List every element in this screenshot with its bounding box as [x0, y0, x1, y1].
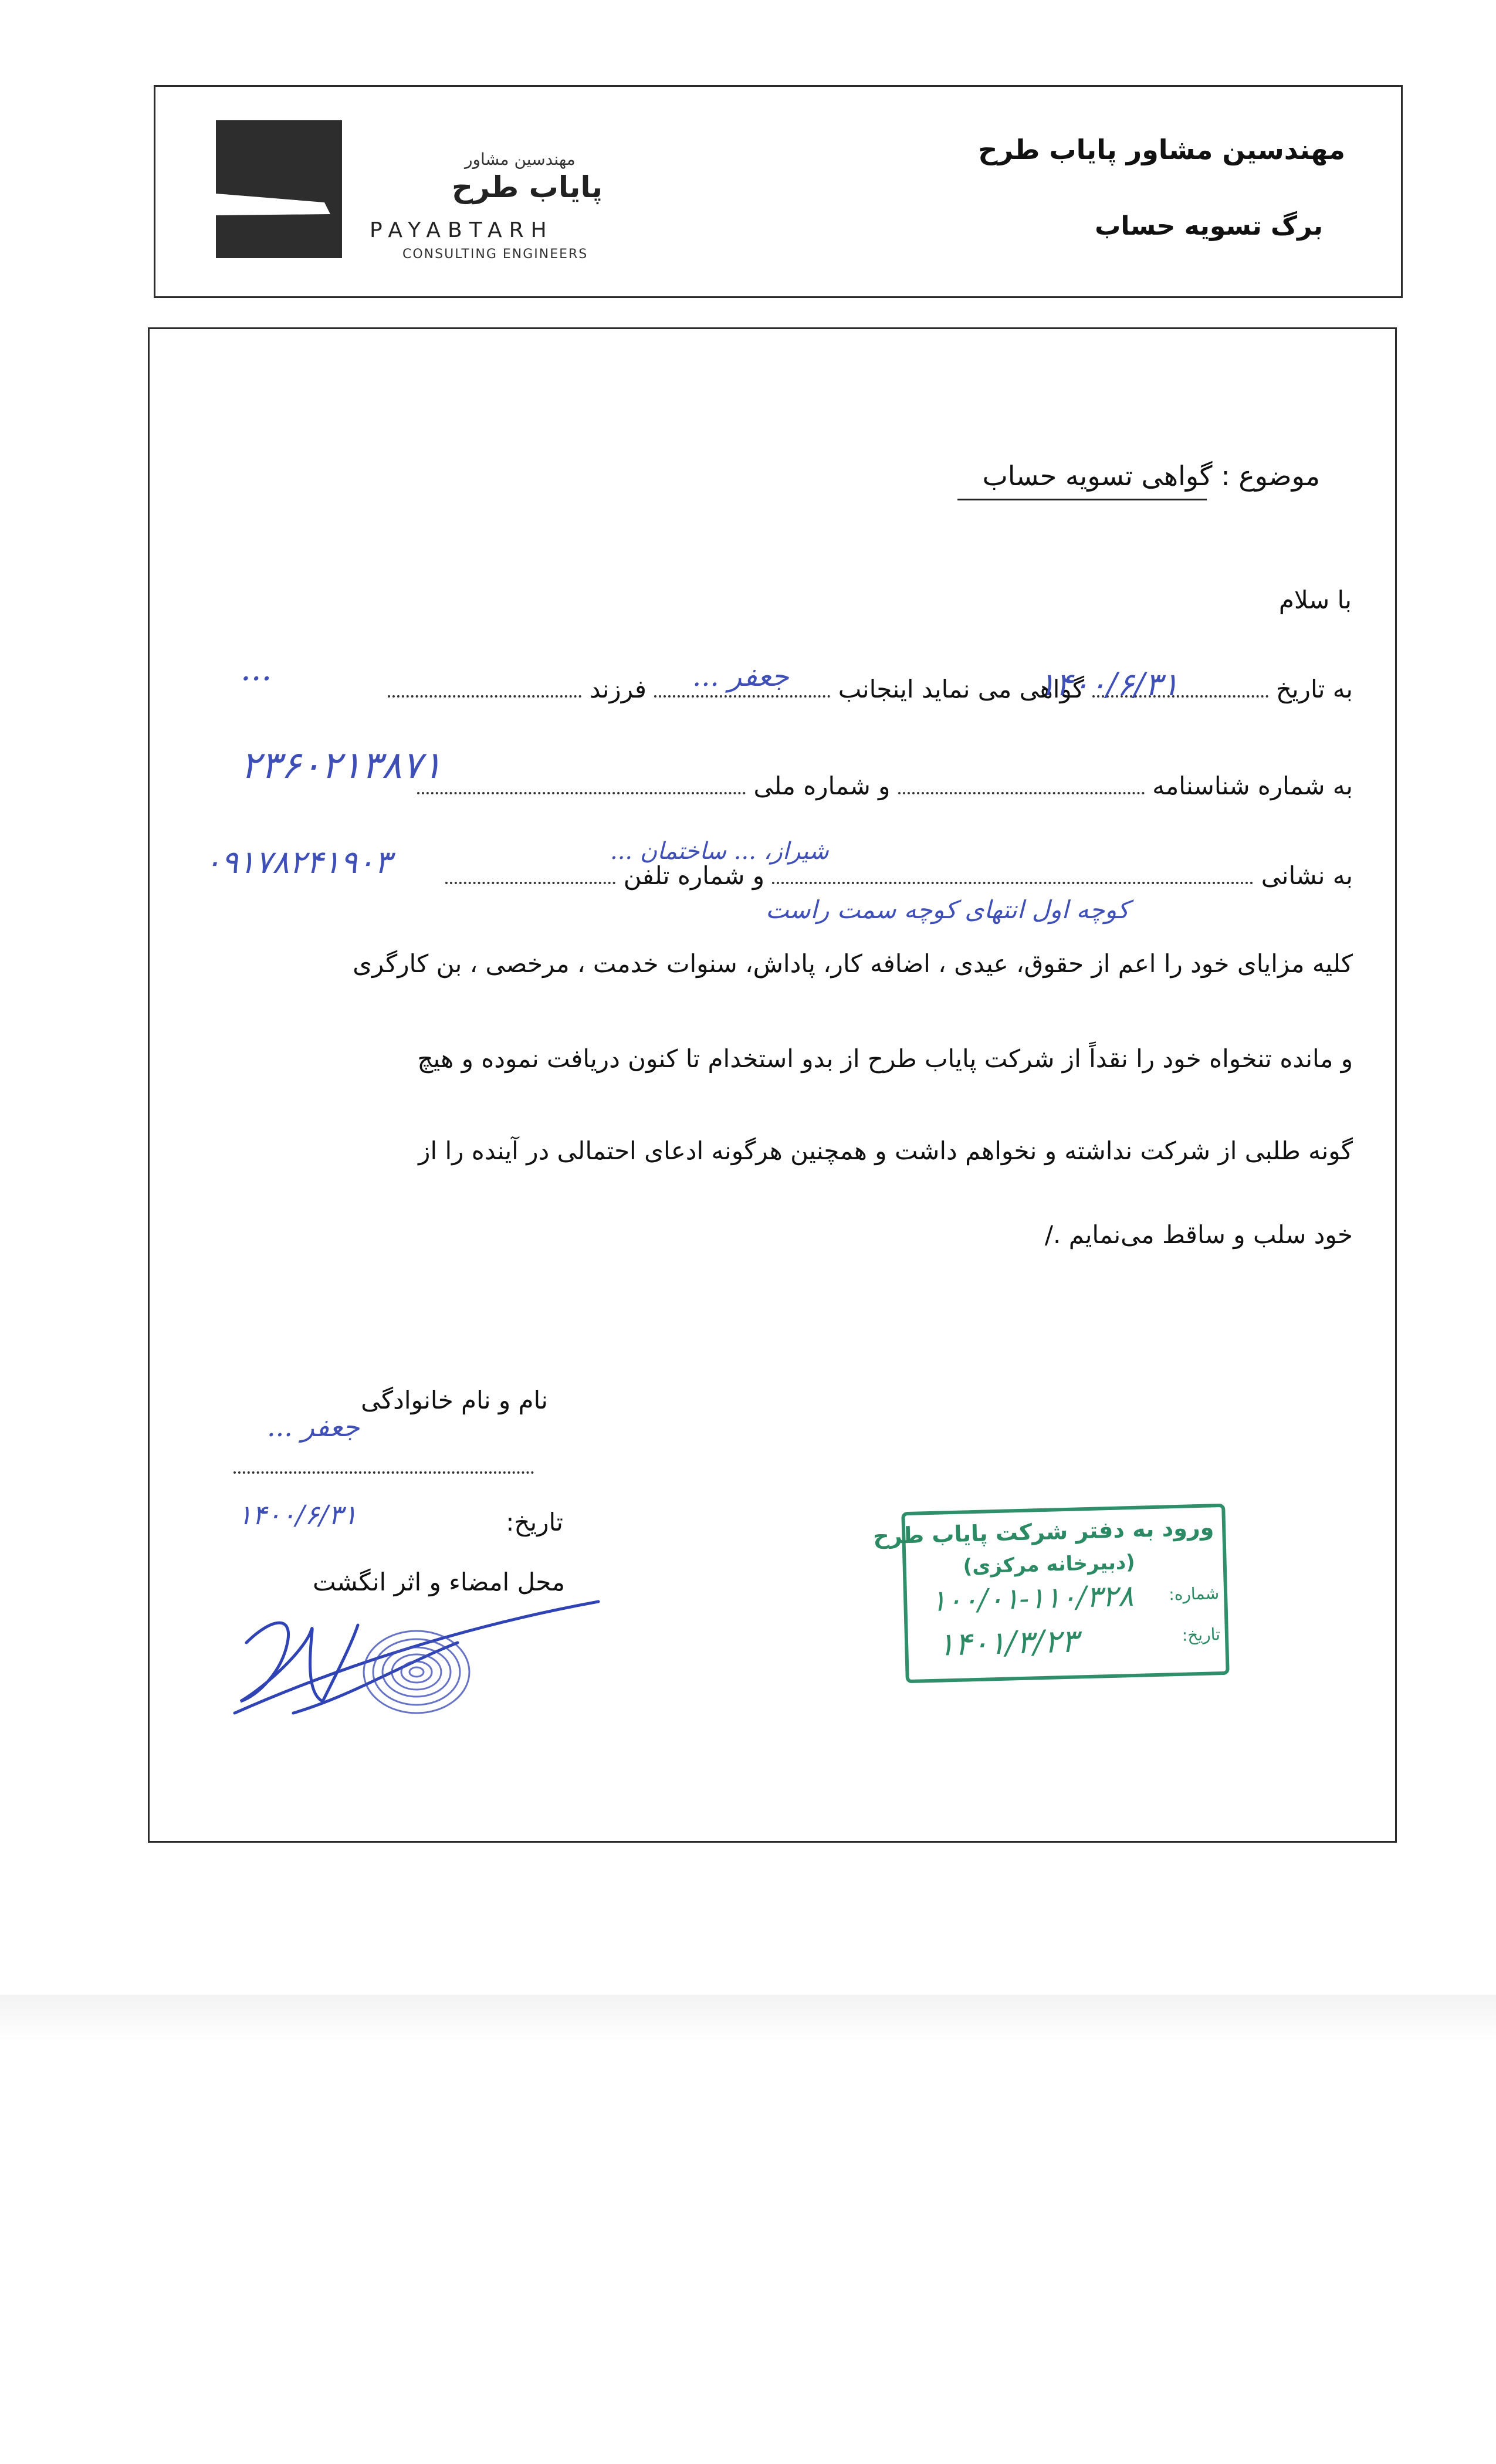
greeting: با سلام — [1278, 585, 1352, 614]
full-name-label: نام و نام خانوادگی — [361, 1386, 548, 1414]
handwritten-name: جعفر ... — [692, 660, 789, 693]
date-name-line — [388, 675, 1353, 703]
company-logo-mark — [216, 120, 342, 258]
signature-place-label: محل امضاء و اثر انگشت — [312, 1568, 565, 1596]
father-label: فرزند — [589, 675, 647, 703]
handwritten-date: ۱۴۰۰/۶/۳۱ — [1038, 666, 1179, 703]
paragraph-line-2: و مانده تنخواه خود را نقداً از شرکت پایاب طرح از بدو استخدام تا کنون دریافت نموده و هیچ — [417, 1044, 1353, 1073]
scan-edge-shadow — [0, 1995, 1496, 2042]
logo-english-subtitle: CONSULTING ENGINEERS — [402, 247, 588, 262]
handwritten-address-line-2: کوچه اول انتهای کوچه سمت راست — [766, 895, 1129, 924]
signature-and-fingerprint — [223, 1578, 610, 1754]
incoming-stamp — [872, 1504, 1229, 1683]
stamp-number: ۱۰۰/۰۱-۱۱۰/۳۲۸ — [930, 1578, 1134, 1619]
phone-field — [445, 877, 615, 884]
certify-text: گواهی می نماید اینجانب — [838, 675, 1085, 703]
handwritten-signature-name: جعفر ... — [267, 1411, 360, 1443]
address-label: به نشانی — [1261, 861, 1353, 890]
handwritten-phone: ۰۹۱۷۸۲۴۱۹۰۳ — [204, 844, 392, 881]
form-title: برگ تسویه حساب — [1095, 211, 1323, 241]
phone-label: و شماره تلفن — [623, 861, 765, 890]
paragraph-line-3: گونه طلبی از شرکت نداشته و نخواهم داشت و همچنین هرگونه ادعای احتمالی در آینده را از — [418, 1136, 1353, 1165]
national-id-field — [417, 787, 746, 794]
stamp-date-label: تاریخ: — [1182, 1624, 1221, 1645]
birth-certificate-label: به شماره شناسنامه — [1152, 771, 1353, 800]
subject: موضوع : گواهی تسویه حساب — [982, 460, 1320, 492]
id-numbers-line — [417, 771, 1353, 800]
stamp-subtitle: (دبیرخانه مرکزی) — [963, 1550, 1136, 1579]
handwritten-address-line-1: شیراز، ... ساختمان ... — [610, 838, 829, 865]
subject-underline — [957, 499, 1207, 500]
signature-date-label: تاریخ: — [506, 1508, 563, 1536]
full-name-field — [233, 1471, 534, 1474]
address-field — [772, 877, 1253, 884]
paragraph-line-4: خود سلب و ساقط می‌نمایم ./ — [1044, 1220, 1353, 1249]
paragraph-line-1: کلیه مزایای خود را اعم از حقوق، عیدی ، اضافه کار، پاداش، سنوات خدمت ، مرخصی ، بن کارگری — [353, 949, 1353, 978]
logo-persian-title: پایاب طرح — [452, 170, 603, 204]
father-field — [388, 691, 581, 698]
handwritten-father-name: ... — [241, 650, 272, 688]
birth-certificate-field — [898, 787, 1145, 794]
logo-english-title: PAYABTARH — [370, 218, 554, 242]
stamp-number-label: شماره: — [1168, 1583, 1220, 1605]
date-label: به تاریخ — [1275, 675, 1353, 703]
national-id-label: و شماره ملی — [753, 771, 891, 800]
handwritten-signature-date: ۱۴۰۰/۶/۳۱ — [238, 1499, 357, 1531]
handwritten-national-id: ۲۳۶۰۲۱۳۸۷۱ — [241, 744, 442, 787]
stamp-title: ورود به دفتر شرکت پایاب طرح — [872, 1514, 1214, 1549]
address-phone-line — [445, 861, 1353, 890]
company-name: مهندسین مشاور پایاب طرح — [978, 134, 1345, 165]
stamp-date: ۱۴۰۱/۳/۲۳ — [937, 1622, 1079, 1663]
logo-persian-subtitle: مهندسین مشاور — [465, 150, 576, 169]
